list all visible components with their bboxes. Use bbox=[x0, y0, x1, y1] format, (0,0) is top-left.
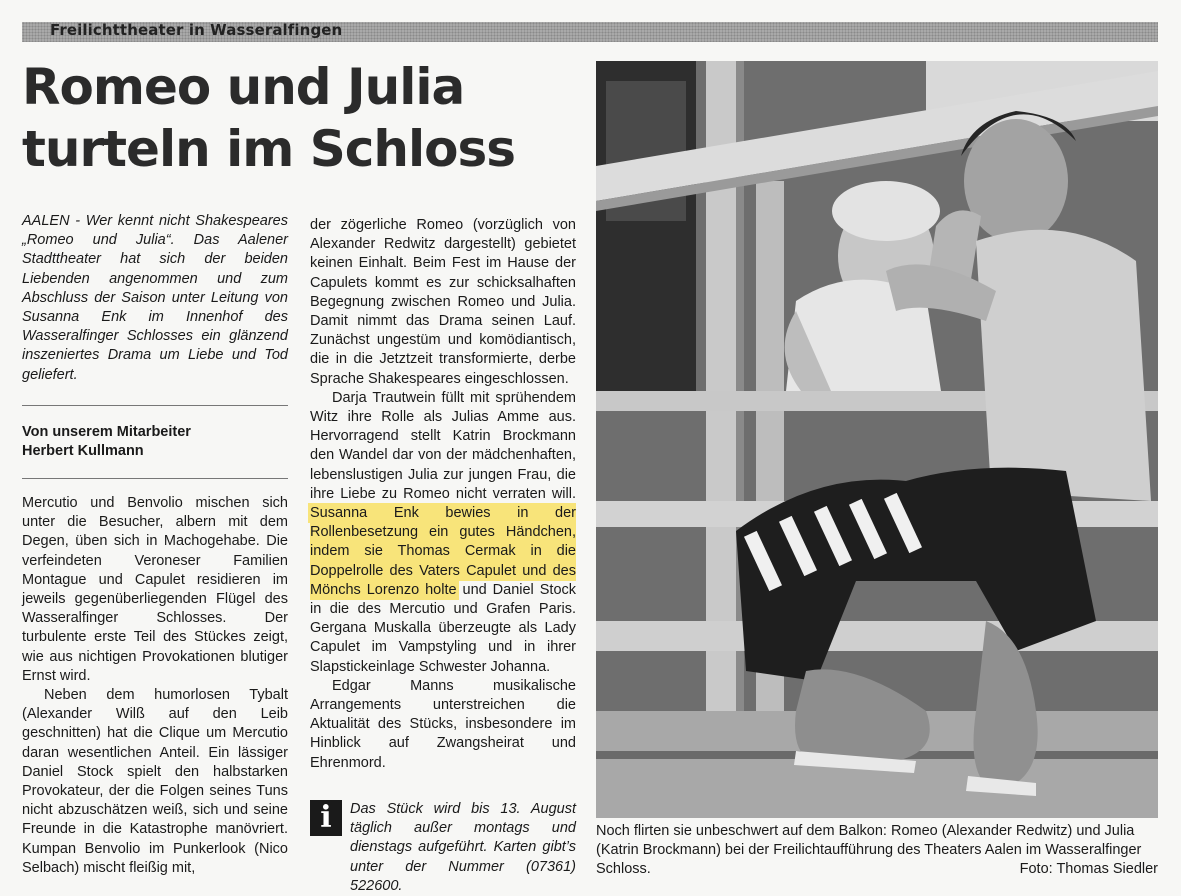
byline-author: Herbert Kullmann bbox=[22, 443, 144, 459]
highlighted-text: Susanna Enk bewies in der Rollenbesetzung ein gutes Händchen, indem sie Thomas Cermak in die Doppelrolle des Vaters Capulet und des Mönchs Lorenzo holte bbox=[310, 505, 576, 598]
paragraph-text: Darja Trautwein füllt mit sprühendem Witz ihre Rolle als Julias Amme aus. Hervorragend stellt Katrin Brockmann den Wandel dar von der mädchenhaften, lebenslustigen Julia zur jungen Frau, die ihre Liebe zu Romeo nicht verraten will. bbox=[310, 389, 576, 502]
byline bbox=[22, 423, 288, 461]
article-column-1 bbox=[22, 494, 288, 878]
divider bbox=[22, 478, 288, 479]
photo-caption: Noch flirten sie unbeschwert auf dem Balkon: Romeo (Alexander Redwitz) und Julia (Katrin Brockmann) bei der Freilichtaufführung des Theaters Aalen im Wasseralfinger Schloss. bbox=[596, 823, 1142, 878]
paragraph: Neben dem humorlosen Tybalt (Alexander Wilß auf den Leib geschnitten) hat die Clique um Mercutio daran wesentlichen Anteil. Ein lässiger Daniel Stock spielt den halbstarken Provokateur, der die Folgen seines Tuns nicht abzuschätzen weiß, sich und seine Freunde in die Katastrophe manövriert. Kumpan Benvolio im Punkerlook (Nico Selbach) mischt fleißig mit, bbox=[22, 687, 288, 876]
byline-role: Von unserem Mitarbeiter bbox=[22, 424, 191, 440]
photo-illustration bbox=[596, 61, 1158, 818]
headline-line-2: turteln im Schloss bbox=[22, 120, 516, 178]
headline-line-1: Romeo und Julia bbox=[22, 58, 465, 116]
headline bbox=[22, 56, 592, 180]
divider bbox=[22, 405, 288, 406]
paragraph: der zögerliche Romeo (vorzüglich von Alexander Redwitz dargestellt) gebietet keinen Einhalt. Beim Fest im Hause der Capulets kommt es zur schicksalhaften Begegnung zwischen Romeo und Julia. Damit nimmt das Drama seinen Lauf. Zunächst ungestüm und komödiantisch, die in die Jetztzeit transformierte, derbe Sprache Shakespeares eingeschlossen. bbox=[310, 217, 576, 387]
photo-romeo-julia bbox=[596, 61, 1158, 818]
photo-credit: Foto: Thomas Siedler bbox=[1019, 861, 1158, 877]
paragraph: Edgar Manns musikalische Arrangements unterstreichen die Aktualität des Stücks, insbesondere im Hinblick auf Zwangsheirat und Ehrenmord. bbox=[310, 677, 576, 771]
article-column-2 bbox=[310, 216, 576, 773]
intro-text: AALEN - Wer kennt nicht Shakespeares „Romeo und Julia“. Das Aalener Stadttheater hat sich der beiden Liebenden angenommen und zum Abschluss der Saison unter Leitung von Susanna Enk im Innenhof des Wasseralfinger Schlosses ein glänzend inszeniertes Drama um Liebe und Tod geliefert. bbox=[22, 213, 288, 383]
info-icon: i bbox=[310, 800, 342, 836]
info-text: Das Stück wird bis 13. August täglich außer montags und dienstags aufgeführt. Karten gibt’s unter der Nummer (07361) 522600. bbox=[350, 801, 576, 894]
paragraph: Mercutio und Benvolio mischen sich unter die Besucher, albern mit dem Degen, üben sich in Machogehabe. Die verfeindeten Veroneser Familien Montague und Capulet residieren im jeweils gegenüberliegenden Flügel des Wasseralfinger Schlosses. Der turbulente erste Teil des Stückes zeigt, wie aus nichtigen Provokationen blutiger Ernst wird. bbox=[22, 495, 288, 684]
kicker: Freilichttheater in Wasseralfingen bbox=[50, 21, 343, 39]
info-box bbox=[310, 800, 578, 894]
paragraph-text: und Daniel Stock in die des Mercutio und Grafen Paris. Gergana Muskalla überzeugte als Lady Capulet im Vampstyling und in ihrer Slapstickeinlage Schwester Johanna. bbox=[310, 581, 577, 675]
paragraph bbox=[310, 389, 576, 677]
